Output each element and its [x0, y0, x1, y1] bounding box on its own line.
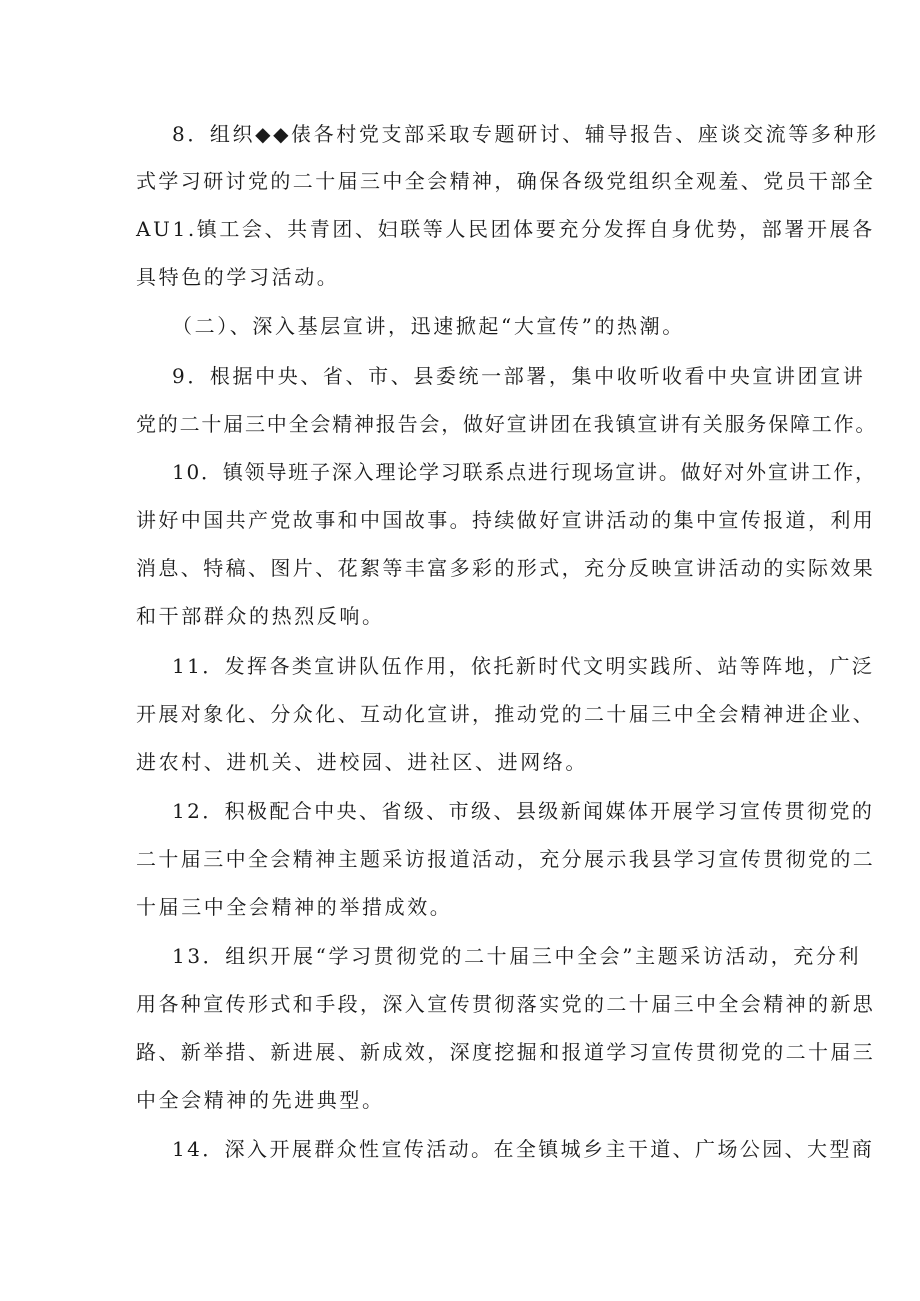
paragraph-14-line-1: 14．深入开展群众性宣传活动。在全镇城乡主干道、广场公园、大型商 [172, 1137, 875, 1161]
section-heading-2: （二）、深入基层宣讲，迅速掀起“大宣传”的热潮。 [172, 314, 685, 338]
paragraph-8-line-1: 8．组织◆◆俵各村党支部采取专题研讨、辅导报告、座谈交流等多种形 [172, 122, 879, 146]
paragraph-13-line-2: 用各种宣传形式和手段，深入宣传贯彻落实党的二十届三中全会精神的新思 [136, 992, 876, 1016]
paragraph-11-line-3: 进农村、进机关、进校园、进社区、进网络。 [136, 750, 588, 774]
paragraph-11-line-2: 开展对象化、分众化、互动化宣讲，推动党的二十届三中全会精神进企业、 [136, 702, 876, 726]
paragraph-12-line-2: 二十届三中全会精神主题采访报道活动，充分展示我县学习宣传贯彻党的二 [136, 847, 876, 871]
paragraph-13-line-1: 13．组织开展“学习贯彻党的二十届三中全会”主题采访活动，充分利 [172, 944, 862, 968]
paragraph-8-line-3: AU1.镇工会、共青团、妇联等人民团体要充分发挥自身优势，部署开展各 [136, 217, 875, 241]
paragraph-13-line-3: 路、新举措、新进展、新成效，深度挖掘和报道学习宣传贯彻党的二十届三 [136, 1040, 876, 1064]
paragraph-13-line-4: 中全会精神的先进典型。 [136, 1088, 385, 1112]
paragraph-11-line-1: 11．发挥各类宣讲队伍作用，依托新时代文明实践所、站等阵地，广泛 [172, 654, 875, 678]
paragraph-9-line-2: 党的二十届三中全会精神报告会，做好宣讲团在我镇宣讲有关服务保障工作。 [136, 412, 878, 436]
paragraph-8-line-2: 式学习研讨党的二十届三中全会精神，确保各级党组织全观羞、党员干部全 [136, 169, 876, 193]
paragraph-10-line-4: 和干部群众的热烈反响。 [136, 604, 385, 628]
paragraph-10-line-1: 10．镇领导班子深入理论学习联系点进行现场宣讲。做好对外宣讲工作， [172, 460, 877, 484]
paragraph-10-line-2: 讲好中国共产党故事和中国故事。持续做好宣讲活动的集中宣传报道，利用 [136, 508, 876, 532]
paragraph-8-line-4: 具特色的学习活动。 [136, 265, 340, 289]
paragraph-12-line-1: 12．积极配合中央、省级、市级、县级新闻媒体开展学习宣传贯彻党的 [172, 799, 875, 823]
paragraph-12-line-3: 十届三中全会精神的举措成效。 [136, 895, 453, 919]
paragraph-10-line-3: 消息、特稿、图片、花絮等丰富多彩的形式，充分反映宣讲活动的实际效果 [136, 556, 876, 580]
paragraph-9-line-1: 9．根据中央、省、市、县委统一部署，集中收听收看中央宣讲团宣讲 [172, 364, 866, 388]
